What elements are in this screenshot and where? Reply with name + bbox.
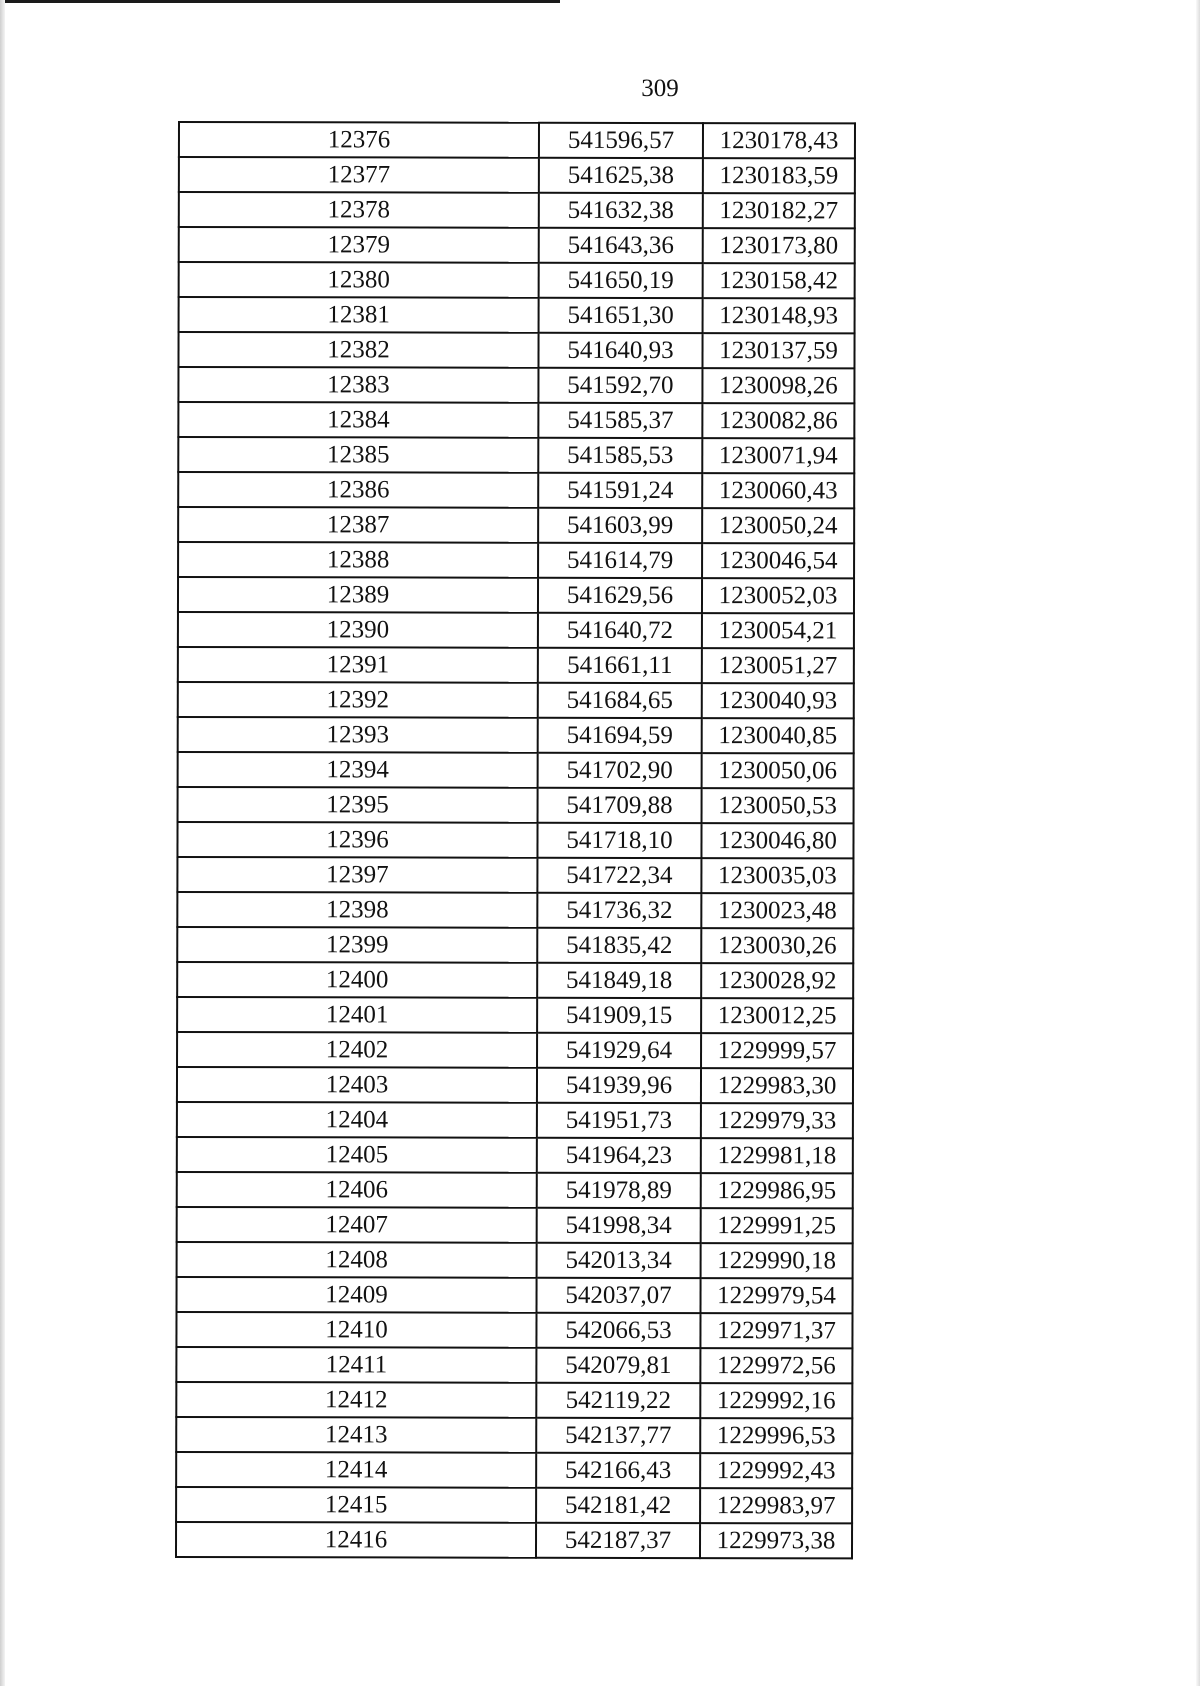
table-row: [178, 472, 854, 508]
table-row: [176, 1347, 852, 1383]
x-coordinate-cell: 541702,90: [538, 753, 702, 788]
x-coordinate-cell: 541964,23: [537, 1138, 701, 1173]
scan-left-edge: [0, 0, 5, 1686]
point-number-cell: 12378: [179, 192, 539, 228]
table-row: [178, 367, 854, 403]
y-coordinate-cell: 1230050,24: [702, 508, 854, 543]
x-coordinate-cell: 541939,96: [537, 1068, 701, 1103]
point-number-cell: 12406: [177, 1172, 537, 1208]
table-row: [178, 752, 854, 788]
table-row: [177, 857, 853, 893]
point-number-cell: 12390: [178, 612, 538, 648]
x-coordinate-cell: 541951,73: [537, 1103, 701, 1138]
x-coordinate-cell: 541585,37: [538, 403, 702, 438]
x-coordinate-cell: 541694,59: [538, 718, 702, 753]
y-coordinate-cell: 1229971,37: [700, 1313, 852, 1348]
y-coordinate-cell: 1230071,94: [702, 438, 854, 473]
point-number-cell: 12400: [177, 962, 537, 998]
table-row: [176, 1382, 852, 1418]
y-coordinate-cell: 1230183,59: [703, 158, 855, 193]
x-coordinate-cell: 541722,34: [537, 858, 701, 893]
y-coordinate-cell: 1230173,80: [703, 228, 855, 263]
point-number-cell: 12411: [176, 1347, 536, 1383]
table-row: [179, 227, 855, 263]
table-row: [178, 577, 854, 613]
y-coordinate-cell: 1229981,18: [701, 1138, 853, 1173]
x-coordinate-cell: 541596,57: [539, 123, 703, 158]
x-coordinate-cell: 542119,22: [536, 1383, 700, 1418]
point-number-cell: 12388: [178, 542, 538, 578]
y-coordinate-cell: 1230137,59: [702, 333, 854, 368]
table-row: [178, 612, 854, 648]
x-coordinate-cell: 542137,77: [536, 1418, 700, 1453]
x-coordinate-cell: 542181,42: [536, 1488, 700, 1523]
y-coordinate-cell: 1230178,43: [703, 123, 855, 158]
table-row: [178, 647, 854, 683]
point-number-cell: 12398: [177, 892, 537, 928]
point-number-cell: 12391: [178, 647, 538, 683]
table-row: [178, 402, 854, 438]
x-coordinate-cell: 541835,42: [537, 928, 701, 963]
y-coordinate-cell: 1230012,25: [701, 998, 853, 1033]
point-number-cell: 12407: [177, 1207, 537, 1243]
point-number-cell: 12393: [178, 717, 538, 753]
y-coordinate-cell: 1230050,06: [702, 753, 854, 788]
y-coordinate-cell: 1230050,53: [702, 788, 854, 823]
point-number-cell: 12405: [177, 1137, 537, 1173]
table-row: [177, 1207, 853, 1243]
y-coordinate-cell: 1229979,54: [701, 1278, 853, 1313]
y-coordinate-cell: 1229999,57: [701, 1033, 853, 1068]
point-number-cell: 12389: [178, 577, 538, 613]
x-coordinate-cell: 542037,07: [537, 1278, 701, 1313]
table-row: [176, 1522, 852, 1558]
y-coordinate-cell: 1230040,85: [702, 718, 854, 753]
point-number-cell: 12414: [176, 1452, 536, 1488]
x-coordinate-cell: 542066,53: [536, 1313, 700, 1348]
y-coordinate-cell: 1230082,86: [702, 403, 854, 438]
table-row: [178, 787, 854, 823]
point-number-cell: 12392: [178, 682, 538, 718]
x-coordinate-cell: 541640,72: [538, 613, 702, 648]
x-coordinate-cell: 541614,79: [538, 543, 702, 578]
point-number-cell: 12383: [178, 367, 538, 403]
point-number-cell: 12384: [178, 402, 538, 438]
y-coordinate-cell: 1230030,26: [701, 928, 853, 963]
y-coordinate-cell: 1229972,56: [700, 1348, 852, 1383]
table-row: [176, 1487, 852, 1523]
x-coordinate-cell: 541998,34: [537, 1208, 701, 1243]
x-coordinate-cell: 541718,10: [537, 823, 701, 858]
table-row: [176, 1312, 852, 1348]
table-row: [178, 437, 854, 473]
y-coordinate-cell: 1230060,43: [702, 473, 854, 508]
point-number-cell: 12382: [178, 332, 538, 368]
coordinates-table-body: [176, 122, 855, 1558]
y-coordinate-cell: 1229992,16: [700, 1383, 852, 1418]
table-row: [177, 1172, 853, 1208]
x-coordinate-cell: 541591,24: [538, 473, 702, 508]
x-coordinate-cell: 541603,99: [538, 508, 702, 543]
y-coordinate-cell: 1229983,30: [701, 1068, 853, 1103]
point-number-cell: 12416: [176, 1522, 536, 1558]
table-row: [179, 122, 855, 158]
point-number-cell: 12386: [178, 472, 538, 508]
y-coordinate-cell: 1230158,42: [703, 263, 855, 298]
table-row: [177, 1102, 853, 1138]
table-row: [178, 332, 854, 368]
x-coordinate-cell: 541629,56: [538, 578, 702, 613]
y-coordinate-cell: 1229983,97: [700, 1488, 852, 1523]
table-row: [177, 927, 853, 963]
x-coordinate-cell: 541684,65: [538, 683, 702, 718]
x-coordinate-cell: 541909,15: [537, 998, 701, 1033]
x-coordinate-cell: 541632,38: [539, 193, 703, 228]
table-row: [176, 1452, 852, 1488]
point-number-cell: 12404: [177, 1102, 537, 1138]
table-row: [177, 822, 853, 858]
y-coordinate-cell: 1230052,03: [702, 578, 854, 613]
page-number: 309: [641, 75, 679, 102]
x-coordinate-cell: 541661,11: [538, 648, 702, 683]
y-coordinate-cell: 1230051,27: [702, 648, 854, 683]
table-row: [177, 1032, 853, 1068]
point-number-cell: 12385: [178, 437, 538, 473]
y-coordinate-cell: 1230054,21: [702, 613, 854, 648]
y-coordinate-cell: 1229986,95: [701, 1173, 853, 1208]
y-coordinate-cell: 1230148,93: [703, 298, 855, 333]
y-coordinate-cell: 1229990,18: [701, 1243, 853, 1278]
table-row: [178, 507, 854, 543]
table-row: [178, 682, 854, 718]
table-row: [179, 262, 855, 298]
x-coordinate-cell: 541650,19: [539, 263, 703, 298]
x-coordinate-cell: 542079,81: [536, 1348, 700, 1383]
y-coordinate-cell: 1230046,80: [701, 823, 853, 858]
table-row: [177, 892, 853, 928]
x-coordinate-cell: 541585,53: [538, 438, 702, 473]
point-number-cell: 12396: [177, 822, 537, 858]
x-coordinate-cell: 541643,36: [539, 228, 703, 263]
x-coordinate-cell: 541736,32: [537, 893, 701, 928]
point-number-cell: 12387: [178, 507, 538, 543]
coordinates-table: [175, 121, 856, 1559]
y-coordinate-cell: 1230028,92: [701, 963, 853, 998]
point-number-cell: 12410: [176, 1312, 536, 1348]
table-row: [177, 1277, 853, 1313]
x-coordinate-cell: 542166,43: [536, 1453, 700, 1488]
table-row: [179, 192, 855, 228]
x-coordinate-cell: 541978,89: [537, 1173, 701, 1208]
y-coordinate-cell: 1229991,25: [701, 1208, 853, 1243]
y-coordinate-cell: 1230035,03: [701, 858, 853, 893]
point-number-cell: 12403: [177, 1067, 537, 1103]
scan-top-edge: [0, 0, 560, 3]
table-row: [179, 297, 855, 333]
x-coordinate-cell: 541849,18: [537, 963, 701, 998]
y-coordinate-cell: 1230023,48: [701, 893, 853, 928]
point-number-cell: 12379: [179, 227, 539, 263]
y-coordinate-cell: 1230182,27: [703, 193, 855, 228]
x-coordinate-cell: 541651,30: [539, 298, 703, 333]
point-number-cell: 12412: [176, 1382, 536, 1418]
table-row: [177, 962, 853, 998]
y-coordinate-cell: 1229992,43: [700, 1453, 852, 1488]
x-coordinate-cell: 541592,70: [538, 368, 702, 403]
y-coordinate-cell: 1229979,33: [701, 1103, 853, 1138]
x-coordinate-cell: 541709,88: [538, 788, 702, 823]
point-number-cell: 12376: [179, 122, 539, 158]
scan-right-edge: [1196, 0, 1200, 1686]
y-coordinate-cell: 1230040,93: [702, 683, 854, 718]
point-number-cell: 12415: [176, 1487, 536, 1523]
table-row: [177, 997, 853, 1033]
table-row: [178, 542, 854, 578]
point-number-cell: 12408: [177, 1242, 537, 1278]
point-number-cell: 12399: [177, 927, 537, 963]
table-row: [179, 157, 855, 193]
table-row: [177, 1067, 853, 1103]
point-number-cell: 12394: [178, 752, 538, 788]
x-coordinate-cell: 542013,34: [537, 1243, 701, 1278]
table-row: [176, 1417, 852, 1453]
table-row: [177, 1242, 853, 1278]
point-number-cell: 12402: [177, 1032, 537, 1068]
x-coordinate-cell: 541640,93: [538, 333, 702, 368]
table-row: [178, 717, 854, 753]
point-number-cell: 12413: [176, 1417, 536, 1453]
point-number-cell: 12401: [177, 997, 537, 1033]
point-number-cell: 12381: [179, 297, 539, 333]
point-number-cell: 12377: [179, 157, 539, 193]
y-coordinate-cell: 1230098,26: [702, 368, 854, 403]
x-coordinate-cell: 541625,38: [539, 158, 703, 193]
x-coordinate-cell: 541929,64: [537, 1033, 701, 1068]
point-number-cell: 12380: [179, 262, 539, 298]
x-coordinate-cell: 542187,37: [536, 1523, 700, 1558]
point-number-cell: 12397: [177, 857, 537, 893]
y-coordinate-cell: 1230046,54: [702, 543, 854, 578]
point-number-cell: 12409: [177, 1277, 537, 1313]
y-coordinate-cell: 1229996,53: [700, 1418, 852, 1453]
y-coordinate-cell: 1229973,38: [700, 1523, 852, 1558]
table-row: [177, 1137, 853, 1173]
point-number-cell: 12395: [178, 787, 538, 823]
